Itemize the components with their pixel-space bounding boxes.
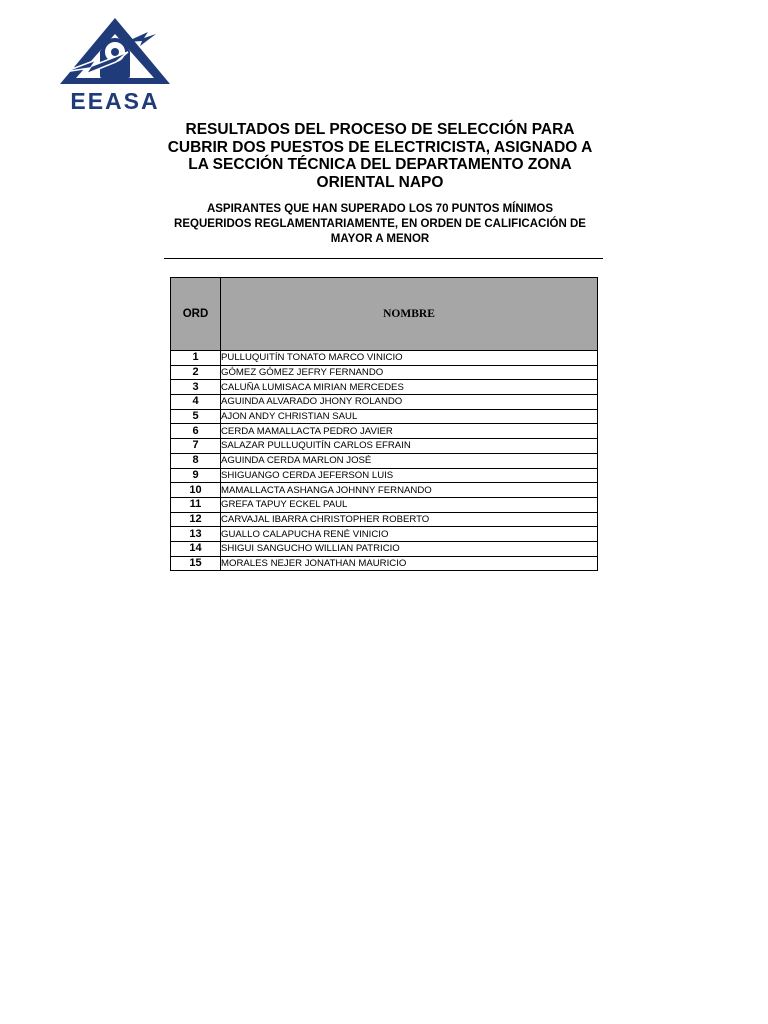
table-row <box>171 439 598 454</box>
table-row <box>171 556 598 571</box>
row-ord: 14 <box>171 541 221 556</box>
row-ord: 6 <box>171 424 221 439</box>
row-ord: 3 <box>171 380 221 395</box>
row-name: SHIGUI SANGUCHO WILLIAN PATRICIO <box>221 541 598 556</box>
row-name: MORALES NEJER JONATHAN MAURICIO <box>221 556 598 571</box>
logo-emblem-icon <box>56 14 174 92</box>
column-header-ord: ORD <box>171 278 221 351</box>
page-title: RESULTADOS DEL PROCESO DE SELECCIÓN PARA CUBRIR DOS PUESTOS DE ELECTRICISTA, ASIGNADO A LA SECCIÓN TÉCNICA DEL DEPARTAMENTO ZONA ORIENTAL NAPO <box>167 121 593 191</box>
row-ord: 11 <box>171 497 221 512</box>
row-name: PULLUQUITÍN TONATO MARCO VINICIO <box>221 351 598 366</box>
row-name: GÓMEZ GÓMEZ JEFRY FERNANDO <box>221 365 598 380</box>
row-ord: 4 <box>171 395 221 410</box>
results-table <box>170 277 598 571</box>
company-logo <box>56 14 174 114</box>
table-body <box>171 351 598 571</box>
row-name: CALUÑA LUMISACA MIRIAN MERCEDES <box>221 380 598 395</box>
row-ord: 9 <box>171 468 221 483</box>
table-row <box>171 453 598 468</box>
table-row <box>171 541 598 556</box>
table-row <box>171 497 598 512</box>
row-ord: 7 <box>171 439 221 454</box>
table-row <box>171 365 598 380</box>
logo-text: EEASA <box>70 88 160 114</box>
row-name: GREFA TAPUY ECKEL PAUL <box>221 497 598 512</box>
table-row <box>171 468 598 483</box>
row-name: AJON ANDY CHRISTIAN SAUL <box>221 409 598 424</box>
table-header-row <box>171 278 598 351</box>
row-ord: 8 <box>171 453 221 468</box>
row-ord: 15 <box>171 556 221 571</box>
row-name: CERDA MAMALLACTA PEDRO JAVIER <box>221 424 598 439</box>
row-ord: 2 <box>171 365 221 380</box>
table-row <box>171 483 598 498</box>
row-name: CARVAJAL IBARRA CHRISTOPHER ROBERTO <box>221 512 598 527</box>
table-row <box>171 512 598 527</box>
table-row <box>171 351 598 366</box>
row-ord: 10 <box>171 483 221 498</box>
row-ord: 12 <box>171 512 221 527</box>
table-row <box>171 527 598 542</box>
table-row <box>171 380 598 395</box>
row-name: GUALLO CALAPUCHA RENÉ VINICIO <box>221 527 598 542</box>
table-row <box>171 409 598 424</box>
row-name: AGUINDA CERDA MARLON JOSÉ <box>221 453 598 468</box>
row-ord: 1 <box>171 351 221 366</box>
row-ord: 13 <box>171 527 221 542</box>
table-row <box>171 424 598 439</box>
row-name: AGUINDA ALVARADO JHONY ROLANDO <box>221 395 598 410</box>
row-name: SHIGUANGO CERDA JEFERSON LUIS <box>221 468 598 483</box>
row-name: MAMALLACTA ASHANGA JOHNNY FERNANDO <box>221 483 598 498</box>
row-ord: 5 <box>171 409 221 424</box>
row-name: SALAZAR PULLUQUITÍN CARLOS EFRAIN <box>221 439 598 454</box>
divider <box>164 258 603 259</box>
page-subtitle: ASPIRANTES QUE HAN SUPERADO LOS 70 PUNTOS MÍNIMOS REQUERIDOS REGLAMENTARIAMENTE, EN ORDEN DE CALIFICACIÓN DE MAYOR A MENOR <box>174 203 586 245</box>
table-row <box>171 395 598 410</box>
column-header-name: NOMBRE <box>221 278 598 351</box>
